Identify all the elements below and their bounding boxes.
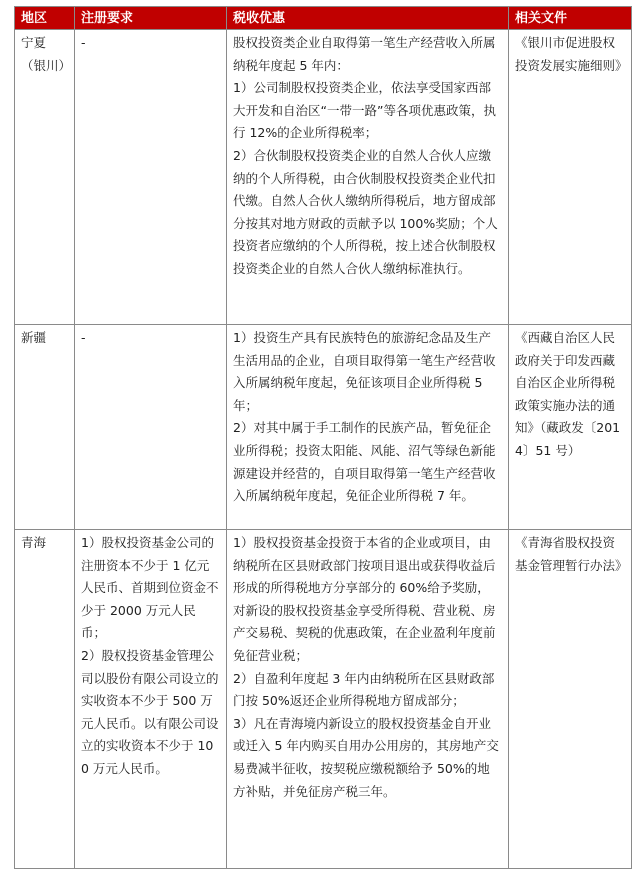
related-document-cell: 《西藏自治区人民政府关于印发西藏自治区企业所得税政策实施办法的通知》（藏政发〔2014〕51 号） (509, 325, 632, 530)
requirement-cell: - (75, 325, 227, 530)
tax-incentive-cell (227, 30, 509, 325)
region-cell: 宁夏（银川） (15, 30, 75, 325)
requirement-paragraph: 2）股权投资基金管理公司以股份有限公司设立的实收资本不少于 500 万元人民币。以有限公司设立的实收资本不少于 100 万元人民币。 (81, 647, 219, 776)
tax-paragraph: 1）股权投资基金投资于本省的企业或项目，由纳税所在区县财政部门按项目退出或获得收益后形成的所得税地方分享部分的 60%给予奖励，对新设的股权投资基金享受所得税、营业税、房产交易税、契税的优惠政策，在企业盈利年度前免征营业税； (233, 535, 496, 663)
related-document-cell: 《青海省股权投资基金管理暂行办法》 (509, 530, 632, 869)
requirement-paragraph: 1）股权投资基金公司的注册资本不少于 1 亿元人民币、首期到位资金不少于 2000 万元人民币； (81, 535, 219, 641)
header-requirement: 注册要求 (75, 7, 227, 30)
tax-paragraph: 2）对其中属于手工制作的民族产品，暂免征企业所得税；投资太阳能、风能、沼气等绿色新能源建设并经营的，自项目取得第一笔生产经营收入所属纳税年度起，免征企业所得税 7 年。 (233, 420, 496, 504)
tax-paragraph: 2）自盈利年度起 3 年内由纳税所在区县财政部门按 50%返还企业所得税地方留成部分； (233, 670, 495, 709)
header-related-document: 相关文件 (509, 7, 632, 30)
tax-paragraph: 2）合伙制股权投资类企业的自然人合伙人应缴纳的个人所得税，由合伙制股权投资类企业代扣代缴。自然人合伙人缴纳所得税后，地方留成部分按其对地方财政的贡献予以 100%奖励；个人投资者应缴纳的个人所得税，按上述合伙制股权投资类企业的自然人合伙人缴纳标准执行。 (233, 147, 498, 276)
tax-paragraph: 3）凡在青海境内新设立的股权投资基金自开业或迁入 5 年内购买自用办公用房的，其房地产交易费减半征收，按契税应缴税额给予 50%的地方补贴，并免征房产税三年。 (233, 715, 499, 799)
tax-incentive-cell (227, 325, 509, 530)
table-header-row (15, 7, 632, 30)
tax-paragraph: 1）投资生产具有民族特色的旅游纪念品及生产生活用品的企业，自项目取得第一笔生产经营收入所属纳税年度起，免征该项目企业所得税 5 年； (233, 330, 496, 413)
policy-table (14, 6, 632, 869)
table-row (15, 325, 632, 530)
header-tax-incentive: 税收优惠 (227, 7, 509, 30)
table-row (15, 530, 632, 869)
header-region: 地区 (15, 7, 75, 30)
table-row (15, 30, 632, 325)
tax-paragraph: 股权投资类企业自取得第一笔生产经营收入所属纳税年度起 5 年内： (233, 35, 496, 73)
related-document-cell: 《银川市促进股权投资发展实施细则》 (509, 30, 632, 325)
tax-paragraph: 1）公司制股权投资类企业，依法享受国家西部大开发和自治区“一带一路”等各项优惠政策，执行 12%的企业所得税率； (233, 80, 496, 141)
requirement-cell (75, 530, 227, 869)
region-cell: 新疆 (15, 325, 75, 530)
tax-incentive-cell (227, 530, 509, 869)
region-cell: 青海 (15, 530, 75, 869)
requirement-cell: - (75, 30, 227, 325)
